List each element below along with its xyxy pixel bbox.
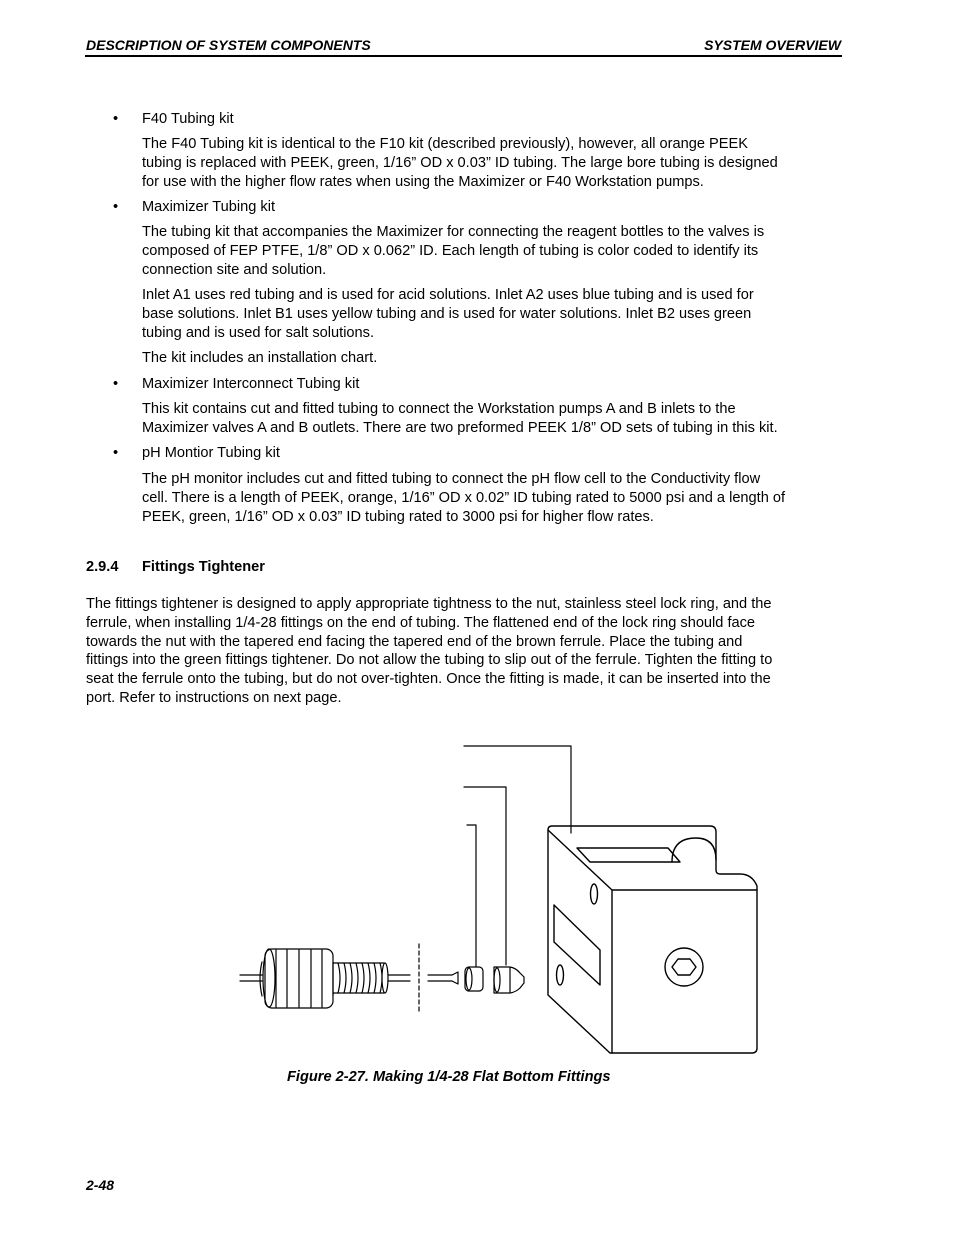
fittings-tightener-block-icon: [548, 826, 757, 1053]
text-line: tubing and is used for salt solutions.: [142, 325, 375, 341]
leader-lines: [464, 746, 571, 966]
tubing-left: [240, 975, 262, 981]
tubing-middle: [388, 944, 458, 1012]
text-line: seat the ferrule onto the tubing, but do not over-tighten. Once the fitting is made, it can be inserted into the: [86, 671, 771, 687]
text-line: Maximizer valves A and B outlets. There are two preformed PEEK 1/8” OD sets of tubing in this kit.: [142, 420, 778, 436]
bullet-marker: •: [113, 199, 119, 215]
bullet-title-f40: F40 Tubing kit: [142, 111, 234, 127]
bullet-title-ph: pH Montior Tubing kit: [142, 445, 280, 461]
text-line: The tubing kit that accompanies the Maximizer for connecting the reagent bottles to the valves is: [142, 224, 765, 240]
bullet-marker: •: [113, 376, 119, 392]
nut-icon: [260, 949, 333, 1008]
text-line: composed of FEP PTFE, 1/8” OD x 0.062” ID. Each length of tubing is color coded to identify its: [142, 243, 759, 259]
text-line: for use with the higher flow rates when using the Maximizer or F40 Workstation pumps.: [142, 174, 704, 190]
text-line: ferrule, when installing 1/4-28 fittings on the end of tubing. The flattened end of the lock ring should face: [86, 615, 756, 631]
text-line: The pH monitor includes cut and fitted tubing to connect the pH flow cell to the Conductivity flow: [142, 471, 761, 487]
text-line: PEEK, green, 1/16” OD x 0.03” ID tubing rated to 3000 psi for higher flow rates.: [142, 509, 654, 525]
text-line: This kit contains cut and fitted tubing to connect the Workstation pumps A and B inlets to the: [142, 401, 736, 417]
header-right: SYSTEM OVERVIEW: [704, 37, 841, 53]
text-line: The fittings tightener is designed to apply appropriate tightness to the nut, stainless steel lock ring, and the: [86, 596, 772, 612]
text-line: Inlet A1 uses red tubing and is used for acid solutions. Inlet A2 uses blue tubing and is used for: [142, 287, 754, 303]
bullet-title-interconnect: Maximizer Interconnect Tubing kit: [142, 376, 360, 392]
ferrule-icon: [494, 967, 524, 993]
text-line: connection site and solution.: [142, 262, 327, 278]
text-line: port. Refer to instructions on next page.: [86, 690, 342, 706]
text-line: tubing is replaced with PEEK, green, 1/16” OD x 0.03” ID tubing. The large bore tubing is designed: [142, 155, 778, 171]
section-number: 2.9.4: [86, 559, 119, 575]
bullet-title-maximizer: Maximizer Tubing kit: [142, 199, 276, 215]
text-line: towards the nut with the tapered end facing the tapered end of the brown ferrule. Place the tubing and: [86, 634, 743, 650]
section-title: Fittings Tightener: [142, 559, 265, 575]
text-line: fittings into the green fittings tightener. Do not allow the tubing to slip out of the ferrule. Tighten the fitting to: [86, 652, 773, 668]
thread-icon: [333, 963, 388, 993]
bullet-marker: •: [113, 111, 119, 127]
text-line: The F40 Tubing kit is identical to the F10 kit (described previously), however, all orange PEEK: [142, 136, 748, 152]
figure-caption: Figure 2-27. Making 1/4-28 Flat Bottom Fittings: [287, 1069, 611, 1085]
text-line: base solutions. Inlet B1 uses yellow tubing and is used for water solutions. Inlet B2 uses green: [142, 306, 752, 322]
header-left: DESCRIPTION OF SYSTEM COMPONENTS: [86, 37, 371, 53]
bullet-marker: •: [113, 445, 119, 461]
text-line: cell. There is a length of PEEK, orange, 1/16” OD x 0.02” ID tubing rated to 5000 psi and a length of: [142, 490, 786, 506]
text-line: The kit includes an installation chart.: [142, 350, 378, 366]
page-number: 2-48: [86, 1177, 115, 1193]
lock-ring-icon: [465, 967, 483, 991]
